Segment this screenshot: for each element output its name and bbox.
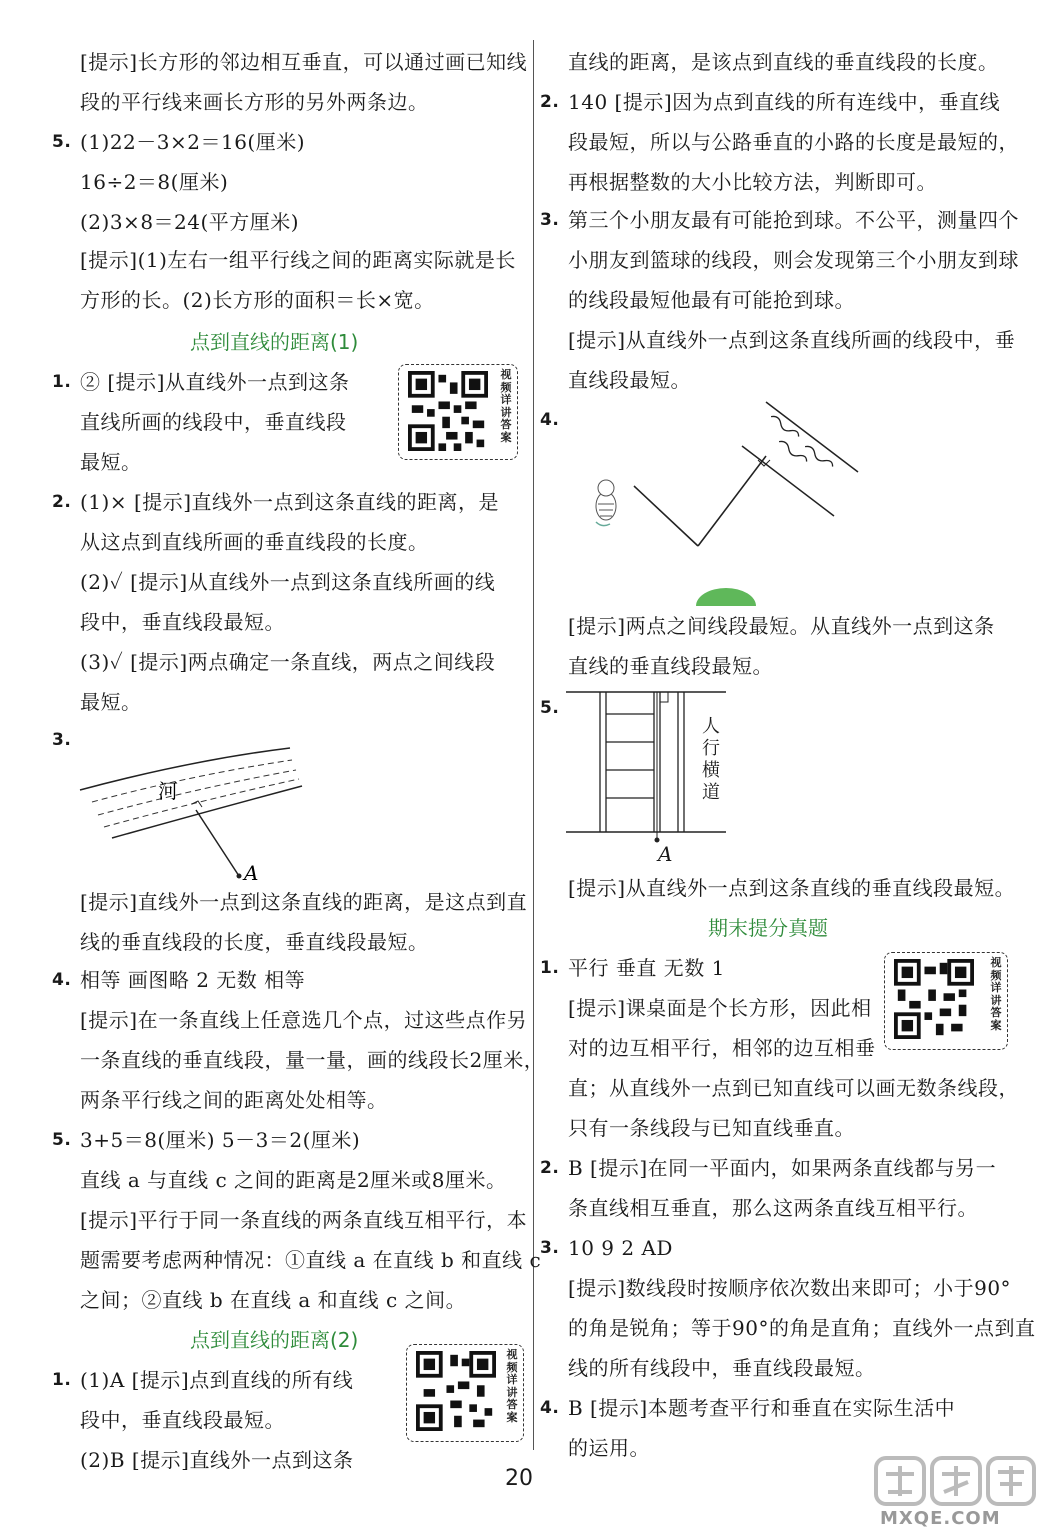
- answer-text: 第三个小朋友最有可能抢到球。不公平，测量四个: [568, 208, 1019, 232]
- qr-code[interactable]: [406, 1344, 524, 1442]
- answer-text: 小朋友到篮球的线段，则会发现第三个小朋友到球: [568, 248, 1019, 272]
- qr-label: 视频详讲答案: [990, 956, 1002, 1032]
- tip-text: [提示]直线外一点到这条直线的距离，是这点到直: [80, 890, 528, 914]
- answer-text: 相等 画图略 2 无数 相等: [80, 968, 306, 992]
- tip-text: 直；从直线外一点到已知直线可以画无数条线段，: [568, 1076, 1019, 1100]
- tip-text: 两条平行线之间的距离处处相等。: [80, 1088, 388, 1112]
- tip-text: 只有一条线段与已知直线垂直。: [568, 1116, 855, 1140]
- question-number: 1.: [540, 958, 560, 978]
- answer-text: ② [提示]从直线外一点到这条: [80, 370, 350, 394]
- page-number: 20: [505, 1466, 533, 1491]
- answer-text: 的运用。: [568, 1436, 650, 1460]
- qr-pattern-icon: [415, 1351, 497, 1431]
- tip-text: [提示](1)左右一组平行线之间的距离实际就是长: [80, 248, 516, 272]
- question-number: 2.: [52, 492, 72, 512]
- tip-text: 段的平行线来画长方形的另外两条边。: [80, 90, 429, 114]
- mushroom-icon: [662, 588, 756, 606]
- answer-text: 段中，垂直线段最短。: [80, 1408, 285, 1432]
- tip-text: 直线段最短。: [568, 368, 691, 392]
- question-number: 4.: [52, 970, 72, 990]
- question-number: 4.: [540, 1398, 560, 1418]
- tip-text: [提示]从直线外一点到这条直线的垂直线段最短。: [568, 876, 1016, 900]
- tip-text: [提示]从直线外一点到这条直线所画的线段中，垂: [568, 328, 1016, 352]
- tip-text: 之间；②直线 b 在直线 a 和直线 c 之间。: [80, 1288, 467, 1312]
- answer-text: 从这点到直线所画的垂直线段的长度。: [80, 530, 429, 554]
- question-number: 1.: [52, 372, 72, 392]
- answer-text: 平行 垂直 无数 1: [568, 956, 725, 980]
- cat-icon: [596, 480, 616, 526]
- qr-label: 视频详讲答案: [506, 1348, 518, 1424]
- tip-text: 题需要考虑两种情况：①直线 a 在直线 b 和直线 c: [80, 1248, 542, 1272]
- tip-text: 一条直线的垂直线段，量一量，画的线段长2厘米，: [80, 1048, 545, 1072]
- section-heading: 点到直线的距离(2): [190, 1328, 359, 1352]
- answer-text: (1)A [提示]点到直线的所有线: [80, 1368, 354, 1392]
- answer-text: 3+5＝8(厘米) 5－3＝2(厘米): [80, 1128, 361, 1152]
- tip-text: [提示]课桌面是个长方形，因此相: [568, 996, 872, 1020]
- tip-text: [提示]平行于同一条直线的两条直线互相平行，本: [80, 1208, 528, 1232]
- tip-text: 直线的垂直线段最短。: [568, 654, 773, 678]
- question-number: 2.: [540, 92, 560, 112]
- answer-text: 直线所画的线段中，垂直线段: [80, 410, 347, 434]
- question-number: 2.: [540, 1158, 560, 1178]
- section-heading: 点到直线的距离(1): [190, 330, 359, 354]
- river-label: 河: [158, 779, 178, 803]
- answer-text: 直线 a 与直线 c 之间的距离是2厘米或8厘米。: [80, 1168, 507, 1192]
- answer-text: (3)✓ [提示]两点确定一条直线，两点之间线段: [80, 650, 496, 674]
- answer-text: (2)✓ [提示]从直线外一点到这条直线所画的线: [80, 570, 496, 594]
- answer-text: 10 9 2 AD: [568, 1236, 673, 1260]
- answer-text: (2)B [提示]直线外一点到这条: [80, 1448, 354, 1472]
- answer-text: 条直线相互垂直，那么这两条直线互相平行。: [568, 1196, 978, 1220]
- question-number: 5.: [52, 1130, 72, 1150]
- question-number: 5.: [52, 132, 72, 152]
- question-number: 3.: [540, 1238, 560, 1258]
- answer-text: (1)22－3×2＝16(厘米): [80, 130, 306, 154]
- qr-code[interactable]: [884, 952, 1008, 1050]
- question-number: 3.: [540, 210, 560, 230]
- question-number: 1.: [52, 1370, 72, 1390]
- answer-text: 140 [提示]因为点到直线的所有连线中，垂直线: [568, 90, 1001, 114]
- answer-text: 再根据整数的大小比较方法，判断即可。: [568, 170, 937, 194]
- column-divider: [533, 40, 534, 1450]
- answer-text: (1)× [提示]直线外一点到这条直线的距离，是: [80, 490, 500, 514]
- answer-text: B [提示]在同一平面内，如果两条直线都与另一: [568, 1156, 997, 1180]
- qr-label: 视频详讲答案: [500, 368, 512, 444]
- question-number: 5.: [540, 698, 560, 718]
- point-a-label: A: [244, 861, 259, 880]
- tip-text: 线的所有线段中，垂直线段最短。: [568, 1356, 876, 1380]
- answer-text: (2)3×8＝24(平方厘米): [80, 210, 300, 234]
- qr-pattern-icon: [407, 371, 489, 451]
- answer-text: 16÷2＝8(厘米): [80, 170, 229, 194]
- tip-text: 方形的长。(2)长方形的面积＝长×宽。: [80, 288, 435, 312]
- answer-text: 最短。: [80, 450, 142, 474]
- answer-text: 段中，垂直线段最短。: [80, 610, 285, 634]
- section-heading: 期末提分真题: [708, 916, 828, 940]
- watermark-url: MXQE.COM: [880, 1508, 1001, 1529]
- answer-text: 段最短，所以与公路垂直的小路的长度是最短的，: [568, 130, 1019, 154]
- question-number: 4.: [540, 410, 560, 430]
- tip-text: [提示]在一条直线上任意选几个点，过这些点作另: [80, 1008, 528, 1032]
- qr-pattern-icon: [893, 959, 975, 1039]
- point-a-label: A: [658, 842, 673, 866]
- question-number: 3.: [52, 730, 72, 750]
- tip-text: [提示]数线段时按顺序依次数出来即可；小于90°: [568, 1276, 1012, 1300]
- tip-text: 的角是锐角；等于90°的角是直角；直线外一点到直: [568, 1316, 1036, 1340]
- answer-text: 直线的距离，是该点到直线的垂直线段的长度。: [568, 50, 999, 74]
- qr-code[interactable]: [398, 364, 518, 460]
- river-diagram: [72, 740, 322, 880]
- tip-text: 线的垂直线段的长度，垂直线段最短。: [80, 930, 429, 954]
- tip-text: [提示]两点之间线段最短。从直线外一点到这条: [568, 614, 995, 638]
- crosswalk-label: 人行横道: [702, 716, 720, 803]
- answer-text: 最短。: [80, 690, 142, 714]
- tip-text: [提示]长方形的邻边相互垂直，可以通过画已知线: [80, 50, 528, 74]
- tip-text: 对的边互相平行，相邻的边互相垂: [568, 1036, 876, 1060]
- answer-text: 的线段最短他最有可能抢到球。: [568, 288, 855, 312]
- path-diagram: [566, 396, 866, 606]
- answer-text: B [提示]本题考查平行和垂直在实际生活中: [568, 1396, 956, 1420]
